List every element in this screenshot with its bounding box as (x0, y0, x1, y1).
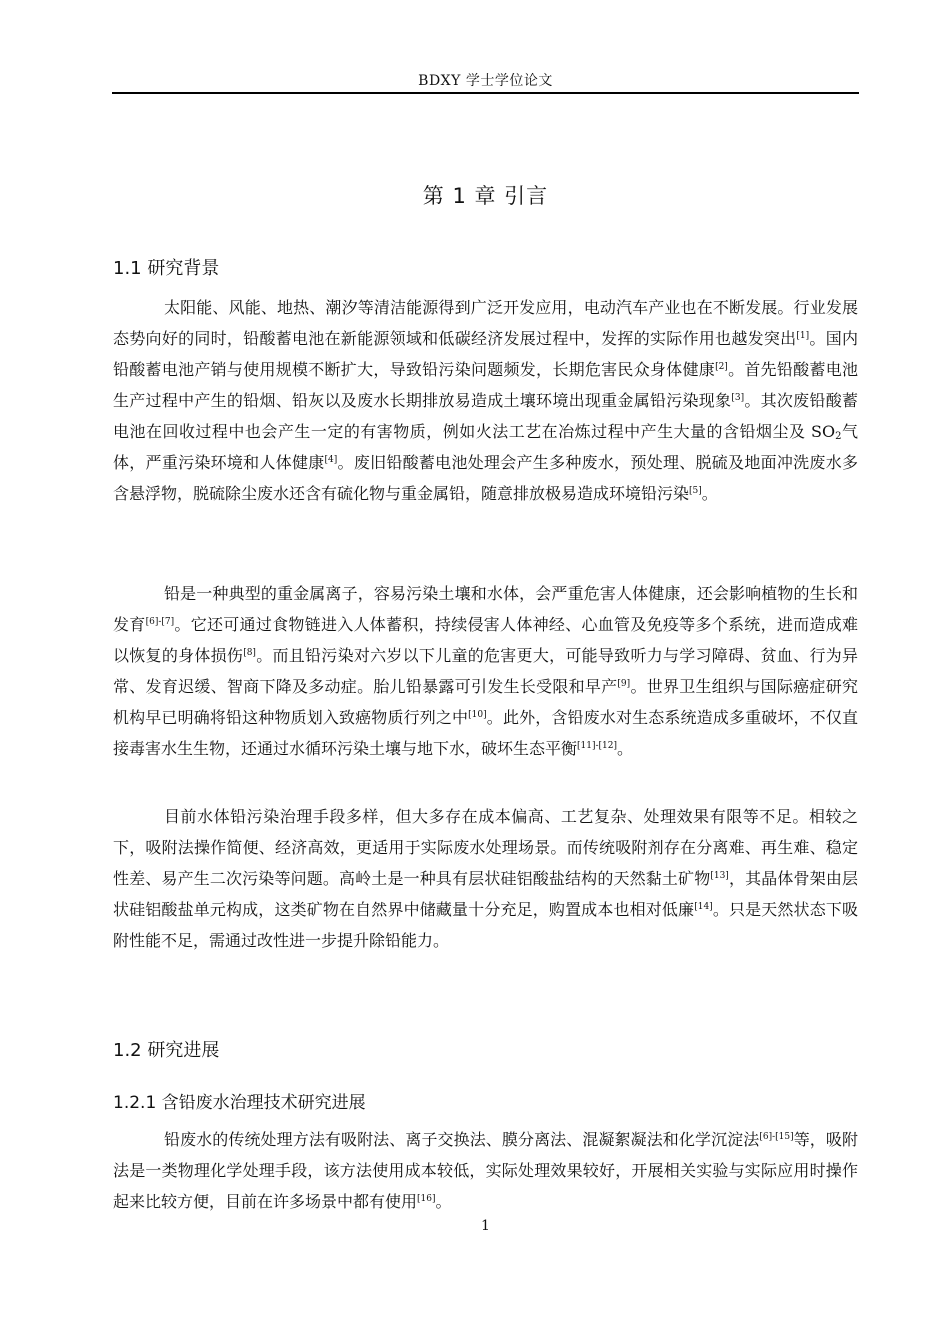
header-rule (112, 92, 859, 94)
citation: [4] (324, 455, 338, 465)
citation: [11]-[12] (577, 741, 618, 751)
citation: [9] (617, 679, 631, 689)
citation: [5] (689, 486, 702, 496)
citation: [3] (731, 393, 745, 403)
citation: [16] (417, 1194, 436, 1204)
section-heading-1-1: 1.1 研究背景 (113, 258, 220, 279)
citation: [6]-[15] (759, 1132, 794, 1142)
paragraph-background-3: 目前水体铅污染治理手段多样，但大多存在成本偏高、工艺复杂、处理效果有限等不足。相较之下，吸附法操作简便、经济高效，更适用于实际废水处理场景。而传统吸附剂存在分离难、再生难、稳定性差、易产生二次污染等问题。高岭土是一种具有层状硅铝酸盐结构的天然黏土矿物[13]，其晶体骨架由层状硅铝酸盐单元构成，这类矿物在自然界中储藏量十分充足，购置成本也相对低廉[14]。只是天然状态下吸附性能不足，需通过改性进一步提升除铅能力。 (113, 807, 858, 950)
subscript: 2 (835, 431, 842, 442)
citation: [13] (710, 871, 729, 881)
page-number: 1 (481, 1218, 490, 1234)
citation: [14] (694, 902, 713, 912)
running-header: BDXY 学士学位论文 (418, 73, 553, 89)
paragraph-background-2: 铅是一种典型的重金属离子，容易污染土壤和水体，会严重危害人体健康，还会影响植物的生长和发育[6]-[7]。它还可通过食物链进入人体蓄积，持续侵害人体神经、心血管及免疫等多个系统，进而造成难以恢复的身体损伤[8]。而且铅污染对六岁以下儿童的危害更大，可能导致听力与学习障碍、贫血、行为异常、发育迟缓、智商下降及多动症。胎儿铅暴露可引发生长受限和早产[9]。世界卫生组织与国际癌症研究机构早已明确将铅这种物质划入致癌物质行列之中[10]。此外，含铅废水对生态系统造成多重破坏，不仅直接毒害水生生物，还通过水循环污染土壤与地下水，破坏生态平衡[11]-[12]。 (113, 584, 858, 758)
paragraph-background-1: 太阳能、风能、地热、潮汐等清洁能源得到广泛开发应用，电动汽车产业也在不断发展。行业发展态势向好的同时，铅酸蓄电池在新能源领域和低碳经济发展过程中，发挥的实际作用也越发突出[1]。国内铅酸蓄电池产销与使用规模不断扩大，导致铅污染问题频发，长期危害民众身体健康[2]。首先铅酸蓄电池生产过程中产生的铅烟、铅灰以及废水长期排放易造成土壤环境出现重金属铅污染现象[3]。其次废铅酸蓄电池在回收过程中也会产生一定的有害物质，例如火法工艺在冶炼过程中产生大量的含铅烟尘及 $SO_2$气体，严重污染环境和人体健康[4]。废旧铅酸蓄电池处理会产生多种废水，预处理、脱硫及地面冲洗废水多含悬浮物，脱硫除尘废水还含有硫化物与重金属铅，随意排放极易造成环境铅污染[5]。 (113, 298, 858, 503)
citation: [6]-[7] (145, 617, 175, 627)
citation: [2] (715, 362, 728, 372)
chapter-title: 第 1 章 引言 (422, 184, 549, 208)
citation: [10] (468, 710, 487, 720)
subsection-heading-1-2-1: 1.2.1 含铅废水治理技术研究进展 (113, 1093, 366, 1113)
citation: [8] (243, 648, 256, 658)
citation: [1] (796, 331, 810, 341)
paragraph-progress-1: 铅废水的传统处理方法有吸附法、离子交换法、膜分离法、混凝絮凝法和化学沉淀法[6]-[15]等，吸附法是一类物理化学处理手段，该方法使用成本较低，实际处理效果较好，开展相关实验与实际应用时操作起来比较方便，目前在许多场景中都有使用[16]。 (113, 1130, 858, 1211)
section-heading-1-2: 1.2 研究进展 (113, 1040, 220, 1061)
